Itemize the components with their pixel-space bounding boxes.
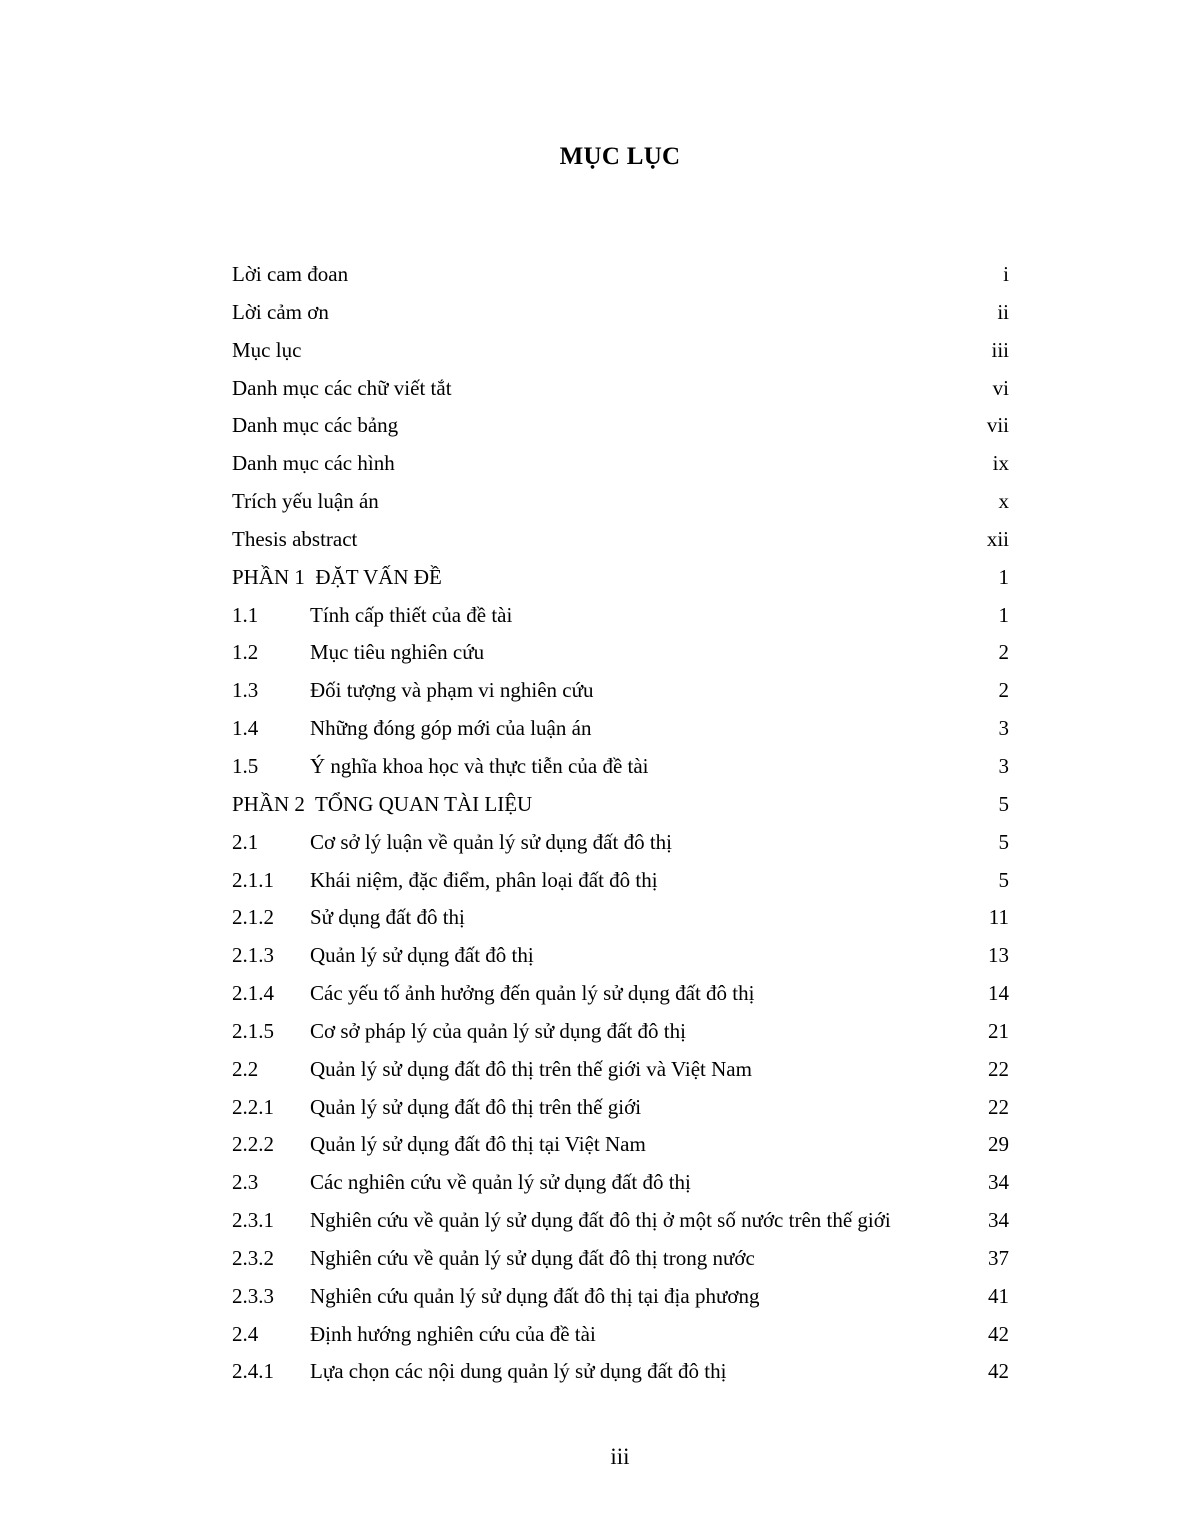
toc-entry-number: 2.2: [232, 1056, 259, 1081]
toc-entry-number: 2.3.2: [232, 1245, 274, 1270]
toc-entry[interactable]: [232, 937, 1009, 975]
toc-entry-title: Quản lý sử dụng đất đô thị tại Việt Nam: [310, 1132, 646, 1157]
toc-entry-title: Cơ sở lý luận về quản lý sử dụng đất đô thị: [310, 829, 672, 854]
toc-entry-title: Cơ sở pháp lý của quản lý sử dụng đất đô thị: [310, 1018, 686, 1043]
toc-entry-number: 2.3.3: [232, 1283, 274, 1308]
toc-entry-title: Quản lý sử dụng đất đô thị trên thế giới và Việt Nam: [310, 1056, 752, 1081]
toc-entry[interactable]: [232, 1353, 1009, 1391]
toc-entry[interactable]: [232, 521, 1009, 559]
toc-entry-page: vi: [992, 375, 1009, 400]
toc-entry-title: Danh mục các bảng: [232, 413, 399, 438]
toc-entry-title: Danh mục các hình: [232, 451, 395, 476]
toc-entry-title: Đối tượng và phạm vi nghiên cứu: [310, 678, 594, 703]
toc-entry-number: 2.1.2: [232, 905, 274, 930]
toc-entry-title: Khái niệm, đặc điểm, phân loại đất đô thị: [310, 867, 658, 892]
toc-entry-number: 2.2.2: [232, 1132, 274, 1157]
toc-entry-page: 21: [988, 1018, 1009, 1043]
toc-entry-page: 22: [988, 1094, 1009, 1119]
toc-entry[interactable]: [232, 483, 1009, 521]
toc-entry-title: Mục lục: [232, 337, 302, 362]
toc-entry-title: PHẦN 2 TỔNG QUAN TÀI LIỆU: [232, 791, 533, 816]
toc-entry-page: 34: [988, 1170, 1009, 1195]
toc-entry-page: 3: [998, 753, 1009, 778]
toc-entry-page: vii: [986, 413, 1009, 438]
toc-entry-page: 5: [998, 867, 1009, 892]
toc-entry-page: 1: [998, 602, 1009, 627]
toc-entry-title: Lời cam đoan: [232, 262, 349, 286]
toc-entry[interactable]: [232, 1202, 1009, 1240]
toc-entry[interactable]: [232, 256, 1009, 294]
toc-entry[interactable]: [232, 710, 1009, 748]
toc-entry-title: Mục tiêu nghiên cứu: [310, 640, 485, 665]
toc-entry-number: 2.3: [232, 1170, 259, 1195]
toc-entry-title: Danh mục các chữ viết tắt: [232, 375, 452, 400]
toc-entry-title: Thesis abstract: [232, 526, 358, 551]
toc-entry[interactable]: [232, 1013, 1009, 1051]
toc-entry[interactable]: [232, 1051, 1009, 1089]
toc-entry-page: 22: [988, 1056, 1009, 1081]
toc-entry-number: 2.1: [232, 829, 259, 854]
toc-entry-title: Nghiên cứu về quản lý sử dụng đất đô thị trong nước: [310, 1245, 755, 1270]
toc-entry[interactable]: [232, 862, 1009, 900]
toc-entry-page: 42: [988, 1321, 1009, 1346]
toc-entry[interactable]: [232, 824, 1009, 862]
toc-entry-title: Lời cảm ơn: [232, 299, 329, 324]
toc-entry-number: 1.2: [232, 640, 259, 665]
toc-entry[interactable]: [232, 1240, 1009, 1278]
toc-entry-number: 2.2.1: [232, 1094, 274, 1119]
toc-entry-page: 34: [988, 1208, 1009, 1233]
toc-entry-page: ii: [997, 299, 1009, 324]
toc-entry-number: 1.5: [232, 753, 259, 778]
toc-entry[interactable]: [232, 407, 1009, 445]
toc-entry-number: 1.1: [232, 602, 259, 627]
toc-entry-title: Ý nghĩa khoa học và thực tiễn của đề tài: [310, 753, 649, 778]
toc-entry[interactable]: [232, 370, 1009, 408]
toc-entry[interactable]: [232, 1126, 1009, 1164]
toc-entry-page: 37: [988, 1245, 1009, 1270]
toc-entry-title: Sử dụng đất đô thị: [310, 905, 465, 930]
toc-entry-title: Quản lý sử dụng đất đô thị: [310, 943, 534, 968]
toc-entry-number: 2.3.1: [232, 1208, 274, 1233]
toc-entry-page: i: [1003, 262, 1009, 286]
toc-entry[interactable]: [232, 1089, 1009, 1127]
toc-entry-page: x: [998, 489, 1009, 514]
toc-entry-page: 5: [998, 791, 1009, 816]
toc-entry-title: PHẦN 1 ĐẶT VẤN ĐỀ: [232, 564, 442, 589]
toc-entry-number: 1.4: [232, 716, 259, 741]
toc-entry[interactable]: [232, 559, 1009, 597]
toc-entry-page: 29: [988, 1132, 1009, 1157]
toc-entry-number: 1.3: [232, 678, 259, 703]
toc-entry[interactable]: [232, 1316, 1009, 1354]
toc-entry-page: 11: [988, 905, 1009, 930]
table-of-contents: [232, 256, 1009, 1391]
toc-entry-page: 2: [998, 640, 1009, 665]
toc-entry-number: 2.4: [232, 1321, 259, 1346]
toc-entry[interactable]: [232, 786, 1009, 824]
toc-entry-page: iii: [991, 337, 1009, 362]
toc-entry[interactable]: [232, 634, 1009, 672]
toc-entry-title: Trích yếu luận án: [232, 489, 379, 514]
toc-entry-page: 41: [988, 1283, 1009, 1308]
toc-entry[interactable]: [232, 748, 1009, 786]
toc-entry-title: Các yếu tố ảnh hưởng đến quản lý sử dụng đất đô thị: [310, 981, 755, 1006]
toc-entry-title: Nghiên cứu về quản lý sử dụng đất đô thị ở một số nước trên thế giới: [310, 1208, 891, 1233]
toc-entry-page: 13: [988, 943, 1009, 968]
toc-entry-title: Những đóng góp mới của luận án: [310, 716, 592, 741]
toc-entry[interactable]: [232, 445, 1009, 483]
page-number: iii: [610, 1444, 630, 1469]
toc-entry-title: Quản lý sử dụng đất đô thị trên thế giới: [310, 1094, 642, 1119]
toc-entry[interactable]: [232, 1278, 1009, 1316]
toc-entry[interactable]: [232, 294, 1009, 332]
toc-entry-number: 2.1.5: [232, 1018, 274, 1043]
toc-entry-page: 14: [988, 981, 1009, 1006]
toc-entry-number: 2.1.1: [232, 867, 274, 892]
toc-entry-page: 5: [998, 829, 1009, 854]
toc-entry-page: 1: [998, 564, 1009, 589]
toc-entry-page: ix: [992, 451, 1009, 476]
toc-entry-page: 3: [998, 716, 1009, 741]
toc-entry[interactable]: [232, 597, 1009, 635]
toc-entry-number: 2.1.4: [232, 981, 274, 1006]
toc-entry-number: 2.4.1: [232, 1359, 274, 1384]
toc-entry-page: 2: [998, 678, 1009, 703]
toc-entry-title: Định hướng nghiên cứu của đề tài: [310, 1321, 596, 1346]
toc-entry-page: xii: [986, 526, 1009, 551]
page-title: MỤC LỤC: [559, 143, 681, 170]
toc-entry[interactable]: [232, 899, 1009, 937]
toc-entry-title: Lựa chọn các nội dung quản lý sử dụng đất đô thị: [310, 1359, 727, 1384]
toc-entry-number: 2.1.3: [232, 943, 274, 968]
toc-entry[interactable]: [232, 1164, 1009, 1202]
toc-entry-page: 42: [988, 1359, 1009, 1384]
toc-entry-title: Nghiên cứu quản lý sử dụng đất đô thị tại địa phương: [310, 1283, 760, 1308]
toc-entry[interactable]: [232, 672, 1009, 710]
toc-entry-title: Các nghiên cứu về quản lý sử dụng đất đô thị: [310, 1170, 691, 1195]
toc-entry[interactable]: [232, 975, 1009, 1013]
toc-entry[interactable]: [232, 332, 1009, 370]
toc-entry-title: Tính cấp thiết của đề tài: [310, 602, 513, 627]
